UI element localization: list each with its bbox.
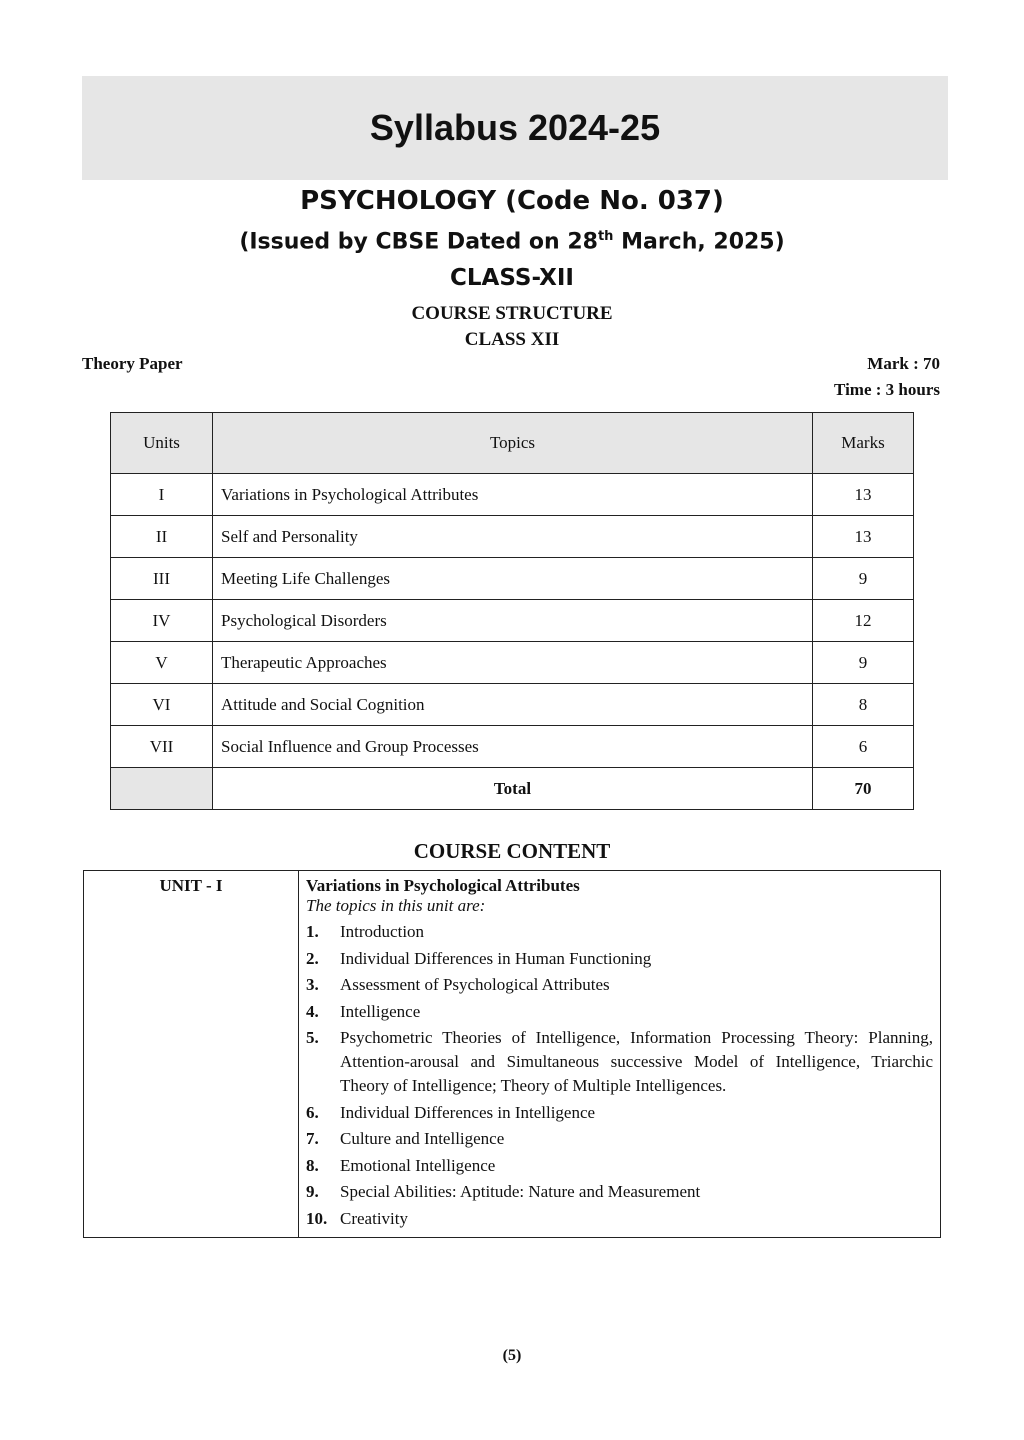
marks-cell: 13 [813,516,914,558]
item-text: Psychometric Theories of Intelligence, Information Processing Theory: Planning, Attention-arousal and Simultaneous successive Model of Intelligence, Triarchic Theory of Intelligence; Theory of Multiple Intelligences. [340,1028,933,1095]
issued-heading [0,229,1024,254]
topic-cell: Meeting Life Challenges [213,558,813,600]
topic-cell: Variations in Psychological Attributes [213,474,813,516]
total-label: Total [213,768,813,810]
marks-cell: 8 [813,684,914,726]
unit-row [84,871,941,1238]
unit-cell: II [111,516,213,558]
item-number: 8. [306,1155,319,1175]
item-text: Individual Differences in Human Functioning [340,948,652,968]
unit-cell: VI [111,684,213,726]
topic-list [306,920,933,1231]
item-text: Introduction [340,922,425,941]
topic-cell: Self and Personality [213,516,813,558]
item-number: 1. [306,922,319,941]
list-item [306,947,933,971]
list-item [306,1026,933,1098]
total-marks: 70 [813,768,914,810]
list-item [306,1207,933,1231]
table-row [111,474,914,516]
units-column-header: Units [111,413,213,474]
marks-column-header: Marks [813,413,914,474]
item-text: Special Abilities: Aptitude: Nature and Measurement [340,1182,701,1201]
item-text: Creativity [340,1208,408,1228]
item-number: 10. [306,1208,328,1228]
topic-cell: Therapeutic Approaches [213,642,813,684]
unit-cell: V [111,642,213,684]
table-row [111,516,914,558]
item-number: 9. [306,1182,319,1201]
item-number: 6. [306,1102,319,1122]
time-label: Time : 3 hours [834,380,940,399]
topics-column-header: Topics [213,413,813,474]
subject-heading: PSYCHOLOGY (Code No. 037) [300,186,724,216]
table-row [111,684,914,726]
course-structure-class: CLASS XII [464,329,560,350]
marks-cell: 6 [813,726,914,768]
issued-text-end: March, 2025) [613,229,785,255]
item-number: 4. [306,1001,319,1021]
item-number: 2. [306,948,319,968]
list-item [306,1000,933,1024]
banner-title: Syllabus 2024-25 [369,107,661,148]
marks-cell: 13 [813,474,914,516]
marks-cell: 9 [813,642,914,684]
topic-cell: Social Influence and Group Processes [213,726,813,768]
table-row [111,726,914,768]
item-number: 7. [306,1129,319,1148]
unit-cell: VII [111,726,213,768]
item-text: Emotional Intelligence [340,1155,496,1175]
table-row [111,642,914,684]
item-text: Intelligence [340,1001,421,1021]
list-item [306,1154,933,1178]
theory-paper-label: Theory Paper [82,354,183,373]
table-row [111,600,914,642]
topic-cell: Attitude and Social Cognition [213,684,813,726]
course-content-table [83,870,941,1238]
unit-label: UNIT - I [84,871,299,1238]
unit-body [299,871,941,1238]
list-item [306,920,933,944]
blank-cell [111,768,213,810]
mark-label: Mark : 70 [867,354,940,373]
date-suffix: th [597,229,614,244]
course-structure-table [110,412,914,810]
syllabus-banner [82,76,948,180]
table-header-row [111,413,914,474]
item-number: 3. [306,975,319,994]
item-text: Assessment of Psychological Attributes [340,975,610,994]
unit-title: Variations in Psychological Attributes [306,876,580,895]
unit-cell: I [111,474,213,516]
list-item [306,973,933,997]
total-row [111,768,914,810]
topic-cell: Psychological Disorders [213,600,813,642]
marks-cell: 12 [813,600,914,642]
course-content-title: COURSE CONTENT [413,839,611,863]
page-number: (5) [502,1347,522,1364]
unit-cell: III [111,558,213,600]
marks-cell: 9 [813,558,914,600]
item-text: Individual Differences in Intelligence [340,1102,596,1122]
unit-cell: IV [111,600,213,642]
issued-text-start: (Issued by CBSE Dated on 28 [239,229,598,255]
course-structure-title: COURSE STRUCTURE [411,303,613,324]
table-row [111,558,914,600]
item-text: Culture and Intelligence [340,1129,505,1148]
list-item [306,1127,933,1151]
class-heading: CLASS-XII [450,265,574,291]
list-item [306,1101,933,1125]
unit-intro: The topics in this unit are: [306,896,486,915]
list-item [306,1180,933,1204]
item-number: 5. [306,1028,319,1047]
